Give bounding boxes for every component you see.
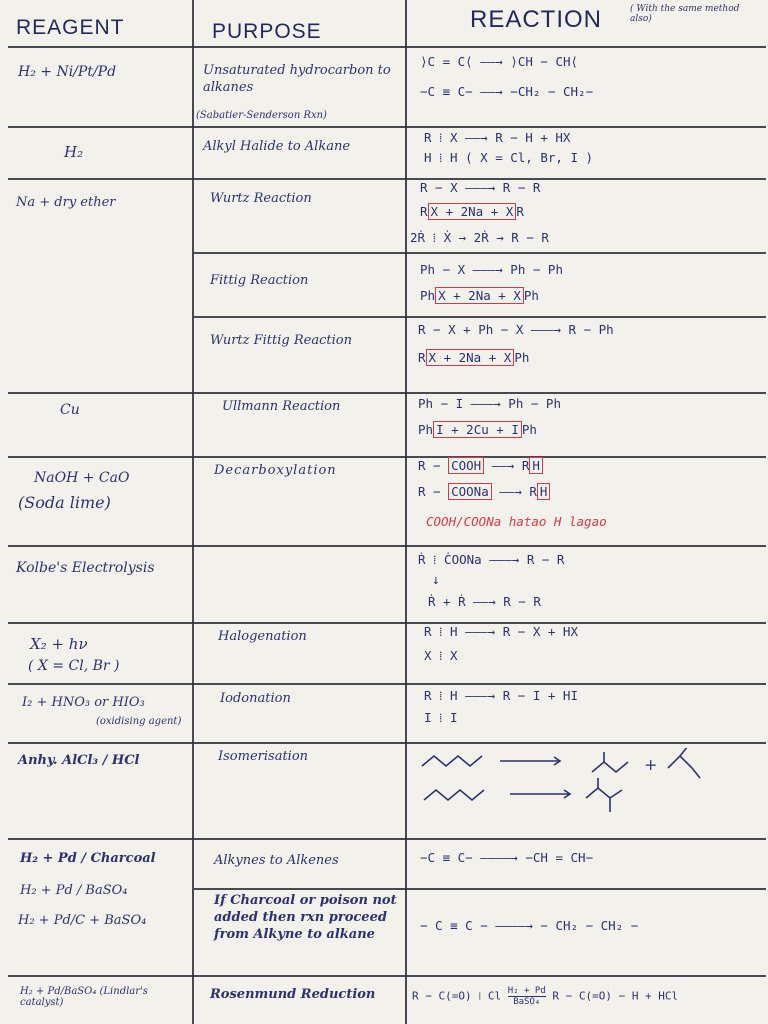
reaction-line: Ph X + 2Na + X Ph [420,288,539,303]
purpose-text: Fittig Reaction [210,273,309,288]
reaction-line: 2Ṙ ⁞ Ẋ → 2Ṙ → R − R [410,230,549,245]
purpose-text: If Charcoal or poison not added then rxn proceed from Alkyne to alkane [214,893,397,942]
cancelled-term: I + 2Cu + I [436,422,519,437]
reaction-line: Ph − X ———→ Ph − Ph [420,262,563,277]
header-reaction: REACTION [470,6,603,33]
reagent-text: Na + dry ether [16,195,116,210]
row-divider [8,545,766,547]
reagent-text: I₂ + HNO₃ or HIO₃ [22,695,145,710]
purpose-text: Isomerisation [218,749,309,764]
reagent-text: H₂ + Ni/Pt/Pd [18,64,117,80]
purpose-text: Decarboxylation [214,463,337,478]
product: R − C(=O) − H + HCl [552,989,679,1003]
hydrogen-product: H [539,484,548,499]
column-divider [192,0,194,1024]
hydrogen-product: H [532,458,540,473]
row-divider [8,683,766,685]
reaction-line: R − COONa ——→ R H [418,484,550,499]
reaction-line: ⟩C = C⟨ ——→ ⟩CH − CH⟨ [420,54,579,69]
purpose-text: Rosenmund Reduction [210,987,376,1002]
row-divider [8,126,766,128]
reaction-line: − C ≡ C − ————→ − CH₂ − CH₂ − [420,918,639,933]
reaction-line: Ṙ ⁞ ĊOONa ———→ R − R [418,552,565,567]
svg-text:+: + [644,755,658,774]
reaction-line: −C ≡ C− ————→ −CH = CH− [420,850,594,865]
reagent-text: Kolbe's Electrolysis [16,560,155,576]
carboxylate-group: COONa [451,484,489,499]
reagent-text: Anhy. AlCl₃ / HCl [18,753,140,768]
purpose-text: Ullmann Reaction [222,399,341,414]
reaction-line: −C ≡ C− ——→ −CH₂ − CH₂− [420,84,594,99]
sub-row-divider [194,888,766,890]
reagent-text: X₂ + hν [30,635,88,653]
reaction-line: H ⁞ H ( X = Cl, Br, I ) [424,150,594,165]
reaction-line: Ph I + 2Cu + I Ph [418,422,537,437]
row-divider [8,456,766,458]
cancelled-term: X + 2Na + X [438,288,521,303]
row-divider [8,392,766,394]
header-reagent: REAGENT [16,16,125,39]
carboxyl-group: COOH [451,458,482,473]
reagent-text: Cu [60,402,80,418]
reagent-text: H₂ + Pd/C + BaSO₄ [18,913,147,928]
header-reaction-note: ( With the same method also) [630,4,740,24]
isomerisation-skeletal-diagram [410,748,760,828]
catalyst-label [508,986,546,1007]
sub-row-divider [194,252,766,254]
purpose-text: Iodonation [220,691,291,706]
row-divider [8,975,766,977]
cancelled-term: X + 2Na + X [430,204,514,219]
reagent-text: H₂ [64,143,84,161]
reaction-line: R − X ———→ R − R [420,180,541,195]
row-divider [8,46,766,48]
purpose-text: Alkyl Halide to Alkane [203,139,351,154]
reaction-line: R X + 2Na + X R [420,204,524,219]
purpose-text: Unsaturated hydrocarbon to alkanes [203,63,391,95]
reaction-line: Ṙ + Ṙ ——→ R − R [428,594,541,609]
row-divider [8,178,766,180]
reagent-note: (oxidising agent) [96,716,182,727]
reaction-line: X ⁞ X [424,648,458,663]
reagent-text: NaOH + CaO [34,470,130,486]
catalyst-top: H₂ + Pd [507,986,546,996]
purpose-text: Halogenation [218,629,307,644]
reagent-text: H₂ + Pd / BaSO₄ [20,883,128,898]
row-divider [8,622,766,624]
cancelled-term: X + 2Na + X [428,350,512,365]
column-divider [405,0,407,1024]
purpose-text: Alkynes to Alkenes [214,853,339,868]
purpose-text: Wurtz Fittig Reaction [210,333,352,348]
mnemonic-note: COOH/COONa hatao H lagao [426,514,607,529]
row-divider [8,838,766,840]
purpose-note: (Sabatier-Senderson Rxn) [196,110,327,121]
reaction-line: R X + 2Na + X Ph [418,350,530,365]
reaction-line: Ph − I ———→ Ph − Ph [418,396,561,411]
sub-row-divider [194,316,766,318]
reagent-note: ( X = Cl, Br ) [28,658,120,674]
reaction-line: R − X + Ph − X ———→ R − Ph [418,322,614,337]
reactant: R − C(=O) ⁞ Cl [412,989,502,1003]
reaction-line: R − COOH ——→ R H [418,458,543,473]
reaction-line [412,986,678,1007]
header-purpose: PURPOSE [212,20,322,43]
purpose-text: Wurtz Reaction [210,191,312,206]
reagent-text: H₂ + Pd / Charcoal [20,851,156,866]
row-divider [8,742,766,744]
reaction-line: I ⁞ I [424,710,458,725]
reagent-note: (Soda lime) [18,493,111,512]
reagent-note: H₂ + Pd/BaSO₄ (Lindlar's catalyst) [20,986,148,1008]
reaction-arrow-down: ↓ [432,572,440,587]
reaction-line: R ⁞ H ———→ R − I + HI [424,688,578,703]
reaction-line: R ⁞ X ——→ R − H + HX [424,130,571,145]
catalyst-bottom: BaSO₄ [513,997,541,1007]
reaction-line: R ⁞ H ———→ R − X + HX [424,624,578,639]
